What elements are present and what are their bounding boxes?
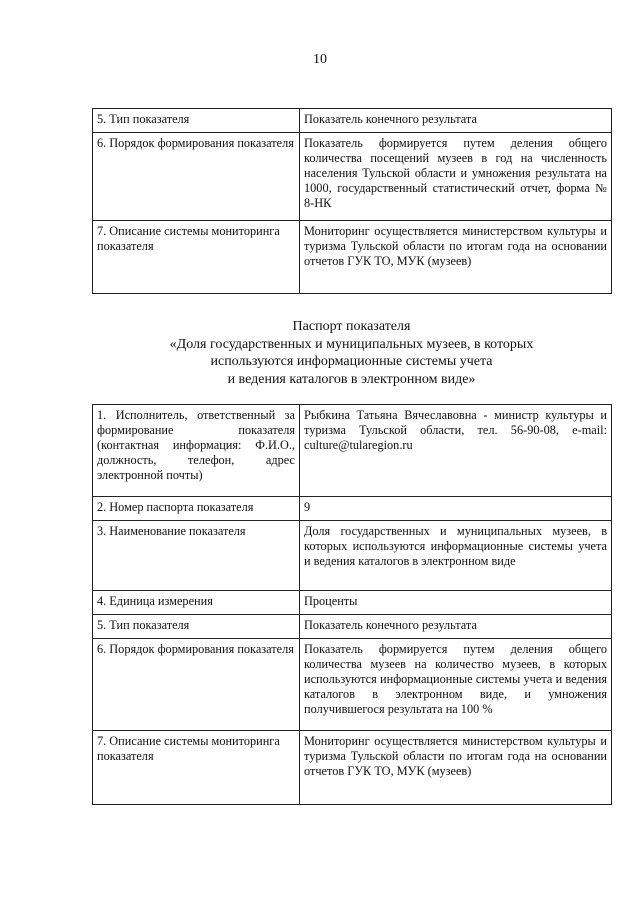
table-row	[93, 615, 612, 639]
row-value: Показатель конечного результата	[300, 109, 612, 133]
row-value: Показатель формируется путем деления общего количества музеев на количество музеев, в которых используются информационные системы учета и ведения каталогов в электронном виде, и умножения получившегося результата на 100 %	[300, 639, 612, 731]
row-value: Доля государственных и муниципальных музеев, в которых используются информационные системы учета и ведения каталогов в электронном виде	[300, 521, 612, 591]
passport-subtitle-line-2: используются информационные системы учета	[210, 354, 493, 369]
row-value: Рыбкина Татьяна Вячеславовна - министр культуры и туризма Тульской области, тел. 56-90-08, e-mail: culture@tularegion.ru	[300, 405, 612, 497]
row-value: Проценты	[300, 591, 612, 615]
passport-heading	[92, 318, 611, 388]
page-number: 10	[313, 52, 327, 67]
row-value: Мониторинг осуществляется министерством культуры и туризма Тульской области по итогам года на основании отчетов ГУК ТО, МУК (музеев)	[300, 221, 612, 294]
row-label: 7. Описание системы мониторинга показателя	[93, 221, 300, 294]
row-value: Мониторинг осуществляется министерством культуры и туризма Тульской области по итогам года на основании отчетов ГУК ТО, МУК (музеев)	[300, 731, 612, 805]
row-label: 1. Исполнитель, ответственный за формирование показателя (контактная информация: Ф.И.О., должность, телефон, адрес электронной почты)	[93, 405, 300, 497]
table-row	[93, 497, 612, 521]
row-value: Показатель конечного результата	[300, 615, 612, 639]
table-row	[93, 639, 612, 731]
table-row	[93, 521, 612, 591]
row-label: 3. Наименование показателя	[93, 521, 300, 591]
passport-table	[92, 404, 612, 805]
table-row	[93, 221, 612, 294]
row-label: 5. Тип показателя	[93, 109, 300, 133]
table-row	[93, 109, 612, 133]
passport-title: Паспорт показателя	[292, 319, 411, 334]
table-row	[93, 133, 612, 221]
row-label: 7. Описание системы мониторинга показателя	[93, 731, 300, 805]
table-row	[93, 731, 612, 805]
indicator-table-continued	[92, 108, 612, 294]
row-label: 2. Номер паспорта показателя	[93, 497, 300, 521]
table-row	[93, 591, 612, 615]
row-value: 9	[300, 497, 612, 521]
row-label: 5. Тип показателя	[93, 615, 300, 639]
row-label: 6. Порядок формирования показателя	[93, 639, 300, 731]
row-label: 6. Порядок формирования показателя	[93, 133, 300, 221]
row-label: 4. Единица измерения	[93, 591, 300, 615]
table-row	[93, 405, 612, 497]
row-value: Показатель формируется путем деления общего количества посещений музеев в год на численность населения Тульской области и умножения результата на 1000, государственный статистический отчет, форма № 8-НК	[300, 133, 612, 221]
passport-subtitle-line-1: «Доля государственных и муниципальных музеев, в которых	[169, 336, 534, 352]
passport-subtitle-line-3: и ведения каталогов в электронном виде»	[227, 371, 476, 387]
